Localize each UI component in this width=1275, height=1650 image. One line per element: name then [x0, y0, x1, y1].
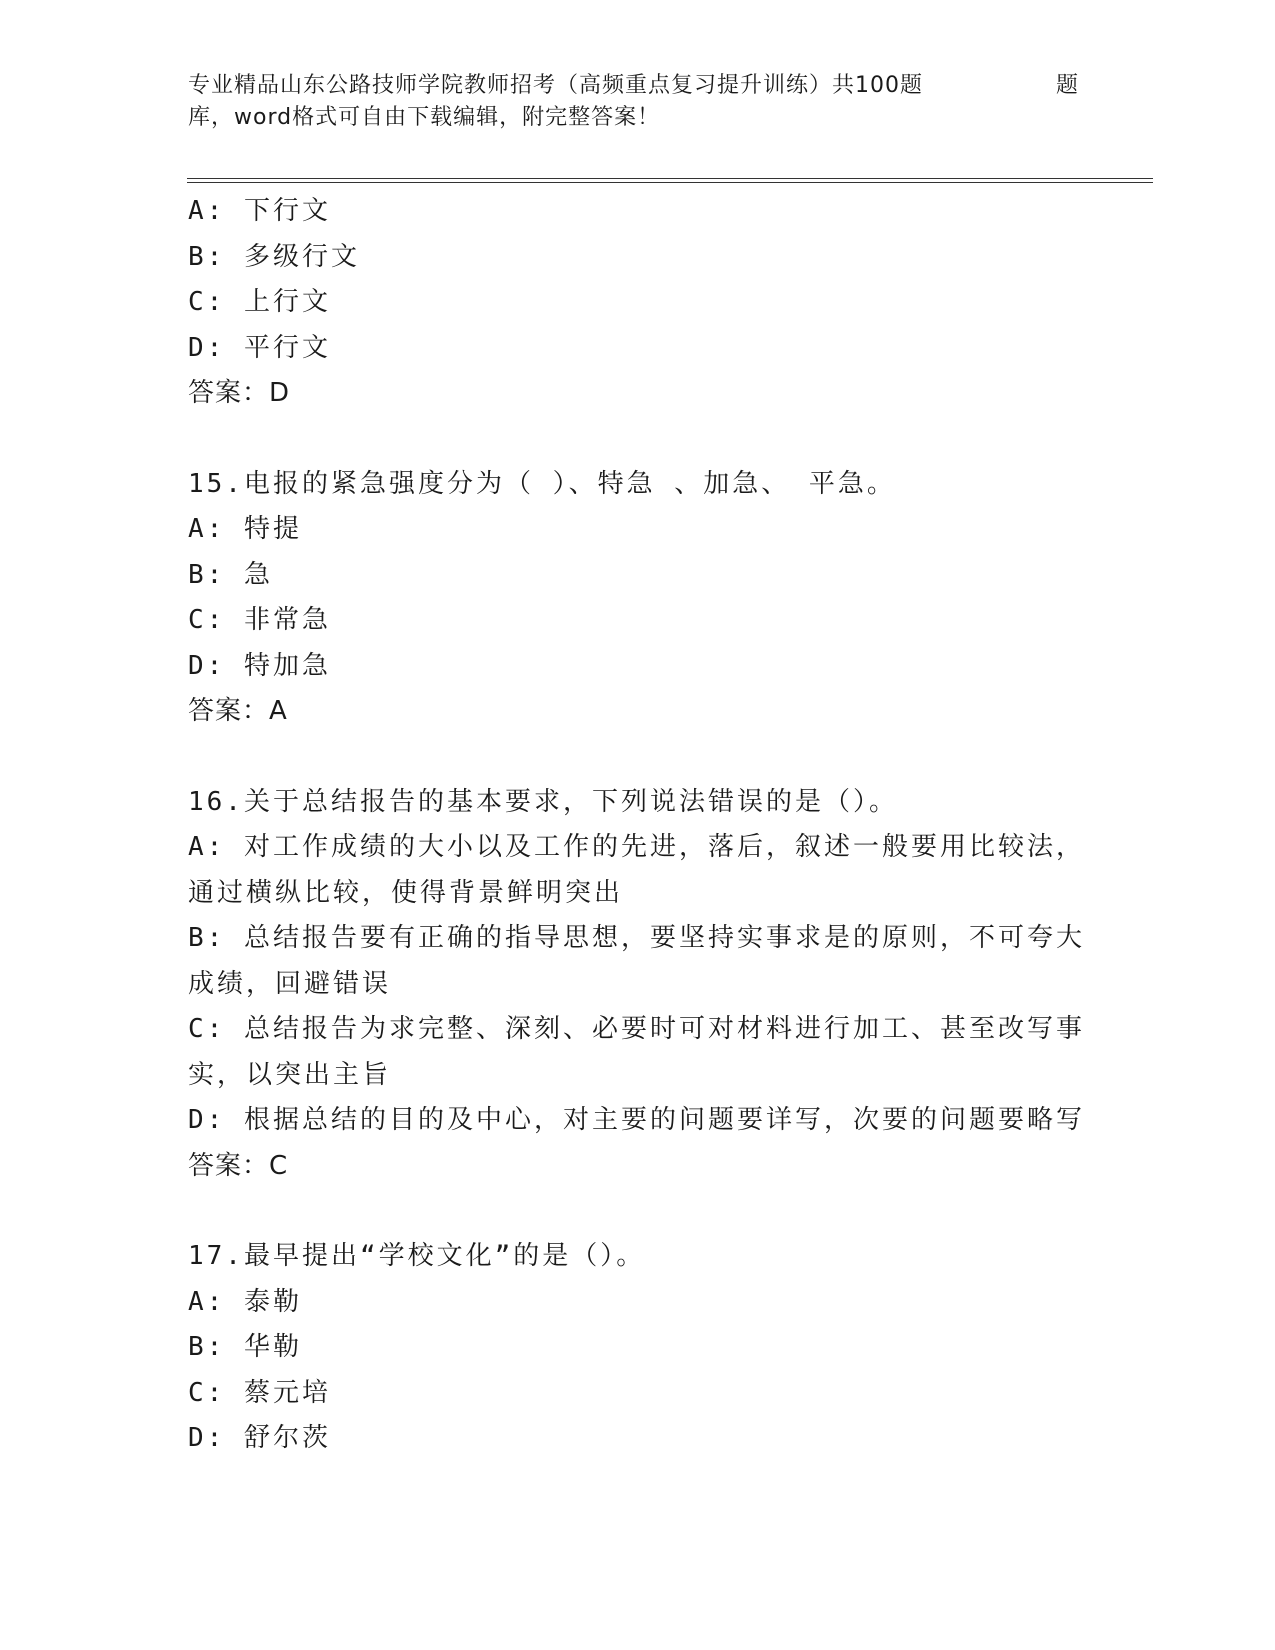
header-title-tail: 题 — [1056, 73, 1080, 98]
option-a-line-1: A: 对工作成绩的大小以及工作的先进，落后，叙述一般要用比较法， — [188, 832, 1085, 862]
question-16 — [188, 780, 1088, 1190]
option-c: C: 蔡元培 — [188, 1377, 331, 1408]
option-a-line-2: 通过横纵比较，使得背景鲜明突出 — [188, 877, 624, 908]
question-text: 15.电报的紧急强度分为（ ）、特急 、加急、 平急。 — [188, 468, 896, 499]
answer: 答案：A — [188, 696, 288, 726]
question-17 — [188, 1234, 1088, 1462]
option-c-line-1: C: 总结报告为求完整、深刻、必要时可对材料进行加工、甚至改写事 — [188, 1014, 1085, 1044]
option-b: B: 多级行文 — [188, 241, 360, 272]
spacer — [188, 417, 1088, 462]
header-title-line-2: 库，word格式可自由下载编辑，附完整答案！ — [188, 105, 661, 130]
spacer — [188, 735, 1088, 780]
header-rule-top — [187, 178, 1153, 179]
header-title-line-1: 专业精品山东公路技师学院教师招考（高频重点复习提升训练）共100题 — [188, 73, 923, 98]
option-b-line-1: B: 总结报告要有正确的指导思想，要坚持实事求是的原则，不可夸大 — [188, 923, 1085, 953]
header-rule-bottom — [187, 182, 1153, 183]
answer: 答案：C — [188, 1150, 289, 1181]
option-a: A: 特提 — [188, 514, 302, 544]
option-b: B: 华勒 — [188, 1332, 302, 1362]
spacer — [188, 1189, 1088, 1234]
option-b: B: 急 — [188, 559, 273, 590]
option-d: D: 平行文 — [188, 332, 331, 363]
option-d: D: 根据总结的目的及中心，对主要的问题要详写，次要的问题要略写 — [188, 1105, 1085, 1135]
option-b-line-2: 成绩，回避错误 — [188, 968, 392, 999]
option-c: C: 上行文 — [188, 287, 331, 317]
answer: 答案：D — [188, 378, 291, 408]
option-d: D: 舒尔茨 — [188, 1423, 331, 1453]
option-c: C: 非常急 — [188, 605, 331, 635]
option-d: D: 特加急 — [188, 650, 331, 681]
option-a: A: 泰勒 — [188, 1286, 302, 1317]
question-text: 16.关于总结报告的基本要求，下列说法错误的是（）。 — [188, 786, 898, 817]
option-c-line-2: 实，以突出主旨 — [188, 1059, 392, 1090]
header-line-1 — [188, 70, 1088, 102]
document-header — [188, 70, 1088, 134]
question-14 — [188, 189, 1088, 417]
question-15 — [188, 462, 1088, 735]
document-body — [188, 189, 1088, 1462]
question-text: 17.最早提出“学校文化”的是（）。 — [188, 1241, 646, 1271]
option-a: A: 下行文 — [188, 196, 331, 226]
